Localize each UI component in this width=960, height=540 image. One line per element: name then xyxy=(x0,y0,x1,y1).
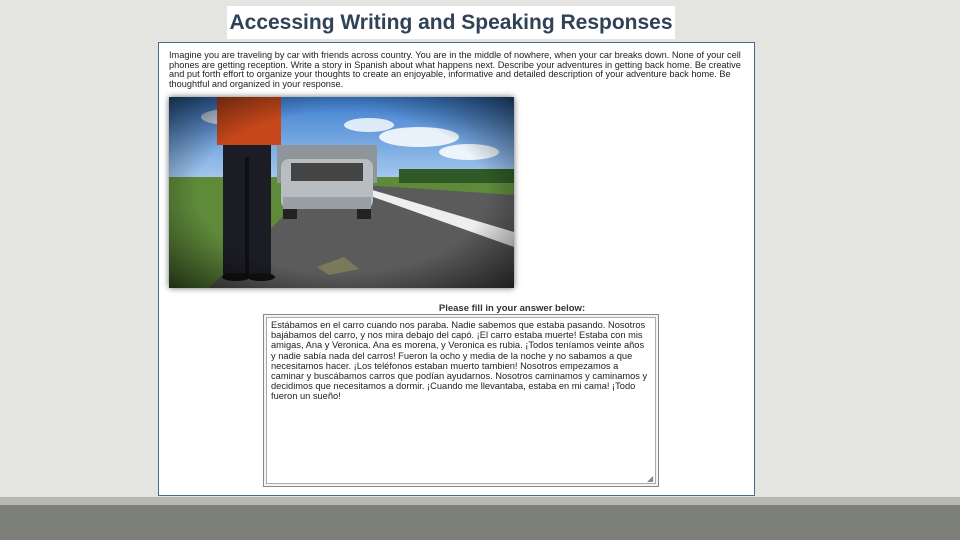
answer-frame xyxy=(263,314,659,487)
resize-grip-icon[interactable]: ◢ xyxy=(647,474,654,483)
footer-accent-bar xyxy=(0,497,960,505)
answer-label: Please fill in your answer below: xyxy=(438,303,586,314)
footer-bar xyxy=(0,505,960,540)
answer-textarea[interactable] xyxy=(266,317,656,484)
broken-down-car-photo xyxy=(169,97,514,288)
writing-prompt: Imagine you are traveling by car with friends across country. You are in the middle of nowhere, when your car breaks down. None of your cell phones are getting reception. Write a story in Spanish about what happens next. Describe your adventures in getting back home. Be creative and put forth effort to organize your thoughts to create an enjoyable, informative and detailed description of your adventure back home. Be thoughtful and organized in your response. xyxy=(169,50,741,89)
slide-title: Accessing Writing and Speaking Responses xyxy=(227,6,675,39)
broken-down-car-illustration xyxy=(169,97,514,288)
assessment-panel xyxy=(158,42,755,496)
